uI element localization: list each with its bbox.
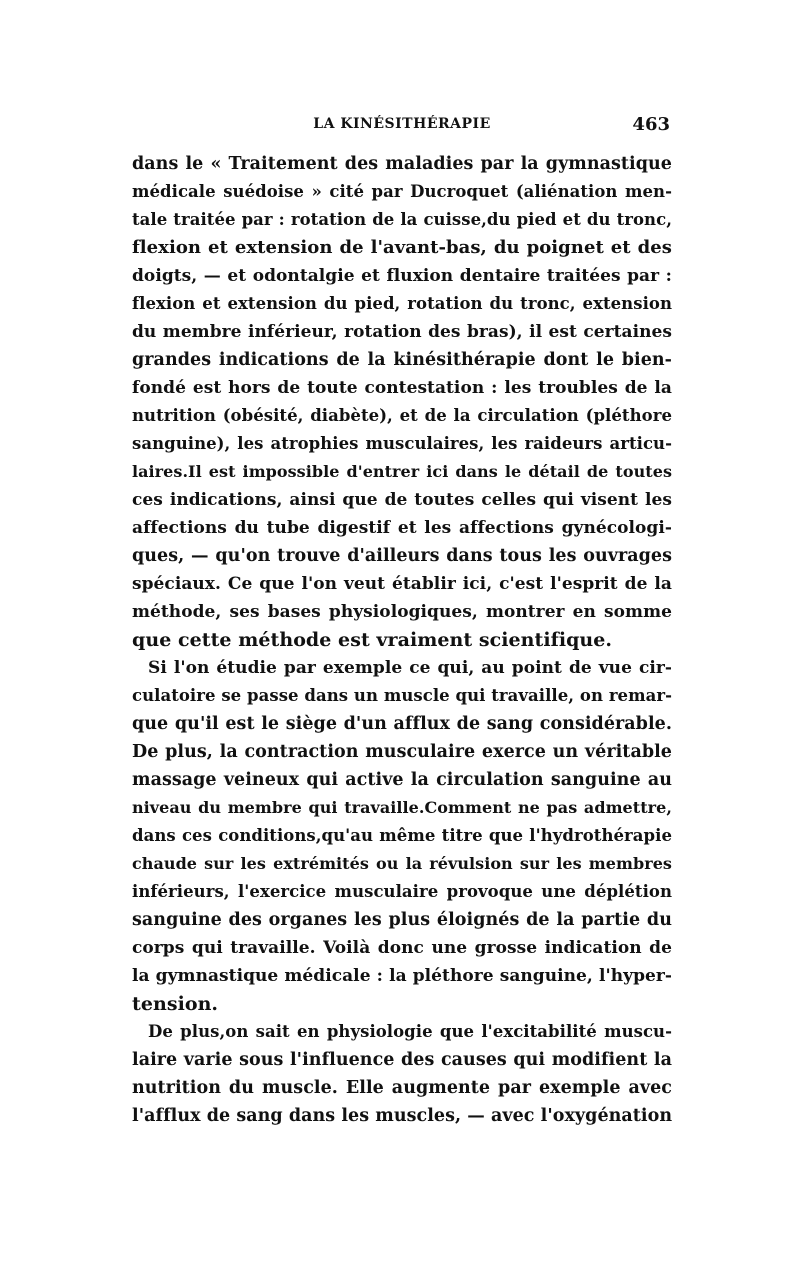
text-line: tension. bbox=[132, 993, 219, 1015]
text-line: De plus,on sait en physiologie que l'excitabilité muscu- bbox=[148, 1022, 672, 1041]
running-title: LA KINÉSITHÉRAPIE bbox=[313, 116, 491, 132]
text-line: nutrition (obésité, diabète), et de la circulation (pléthore bbox=[132, 406, 672, 425]
text-line: méthode, ses bases physiologiques, montrer en somme bbox=[132, 602, 672, 622]
text-line: sanguine), les atrophies musculaires, les raideurs articu- bbox=[132, 434, 672, 453]
text-line: flexion et extension du pied, rotation du tronc, extension bbox=[132, 294, 672, 313]
text-line: médicale suédoise » cité par Ducroquet (aliénation men- bbox=[132, 182, 672, 201]
text-line: la gymnastique médicale : la pléthore sanguine, l'hyper- bbox=[132, 966, 672, 986]
text-line: massage veineux qui active la circulation sanguine au bbox=[132, 770, 672, 790]
text-line: dans le « Traitement des maladies par la gymnastique bbox=[132, 154, 672, 174]
text-line: laires.Il est impossible d'entrer ici dans le détail de toutes bbox=[132, 462, 672, 481]
text-line: De plus, la contraction musculaire exerce un véritable bbox=[132, 742, 672, 762]
text-line: grandes indications de la kinésithérapie dont le bien- bbox=[132, 350, 672, 370]
text-line: spéciaux. Ce que l'on veut établir ici, c'est l'esprit de la bbox=[132, 574, 672, 594]
text-line: fondé est hors de toute contestation : les troubles de la bbox=[132, 378, 672, 398]
running-head bbox=[132, 116, 672, 138]
text-line: du membre inférieur, rotation des bras), il est certaines bbox=[132, 322, 672, 342]
body-text bbox=[132, 150, 672, 1130]
text-line: Si l'on étudie par exemple ce qui, au point de vue cir- bbox=[148, 658, 672, 678]
text-line: tale traitée par : rotation de la cuisse,du pied et du tronc, bbox=[132, 210, 672, 229]
text-line: corps qui travaille. Voilà donc une grosse indication de bbox=[132, 938, 672, 958]
text-line: que qu'il est le siège d'un afflux de sang considérable. bbox=[132, 714, 672, 734]
text-line: doigts, — et odontalgie et fluxion dentaire traitées par : bbox=[132, 266, 672, 286]
text-line: culatoire se passe dans un muscle qui travaille, on remar- bbox=[132, 686, 672, 705]
text-line: inférieurs, l'exercice musculaire provoque une déplétion bbox=[132, 882, 672, 901]
text-line: laire varie sous l'influence des causes qui modifient la bbox=[132, 1050, 672, 1070]
text-line: nutrition du muscle. Elle augmente par exemple avec bbox=[132, 1078, 672, 1098]
text-line: que cette méthode est vraiment scientifique. bbox=[132, 629, 613, 651]
text-line: sanguine des organes les plus éloignés de la partie du bbox=[132, 910, 672, 930]
text-line: flexion et extension de l'avant-bas, du poignet et des bbox=[132, 237, 672, 258]
text-line: chaude sur les extrémités ou la révulsion sur les membres bbox=[132, 854, 672, 873]
text-line: l'afflux de sang dans les muscles, — avec l'oxygénation bbox=[132, 1106, 672, 1126]
text-line: ces indications, ainsi que de toutes celles qui visent les bbox=[132, 490, 672, 510]
page-number: 463 bbox=[632, 114, 670, 135]
text-line: ques, — qu'on trouve d'ailleurs dans tous les ouvrages bbox=[132, 546, 672, 566]
text-line: niveau du membre qui travaille.Comment ne pas admettre, bbox=[132, 798, 672, 817]
text-line: dans ces conditions,qu'au même titre que l'hydrothérapie bbox=[132, 826, 672, 845]
text-line: affections du tube digestif et les affections gynécologi- bbox=[132, 518, 672, 538]
